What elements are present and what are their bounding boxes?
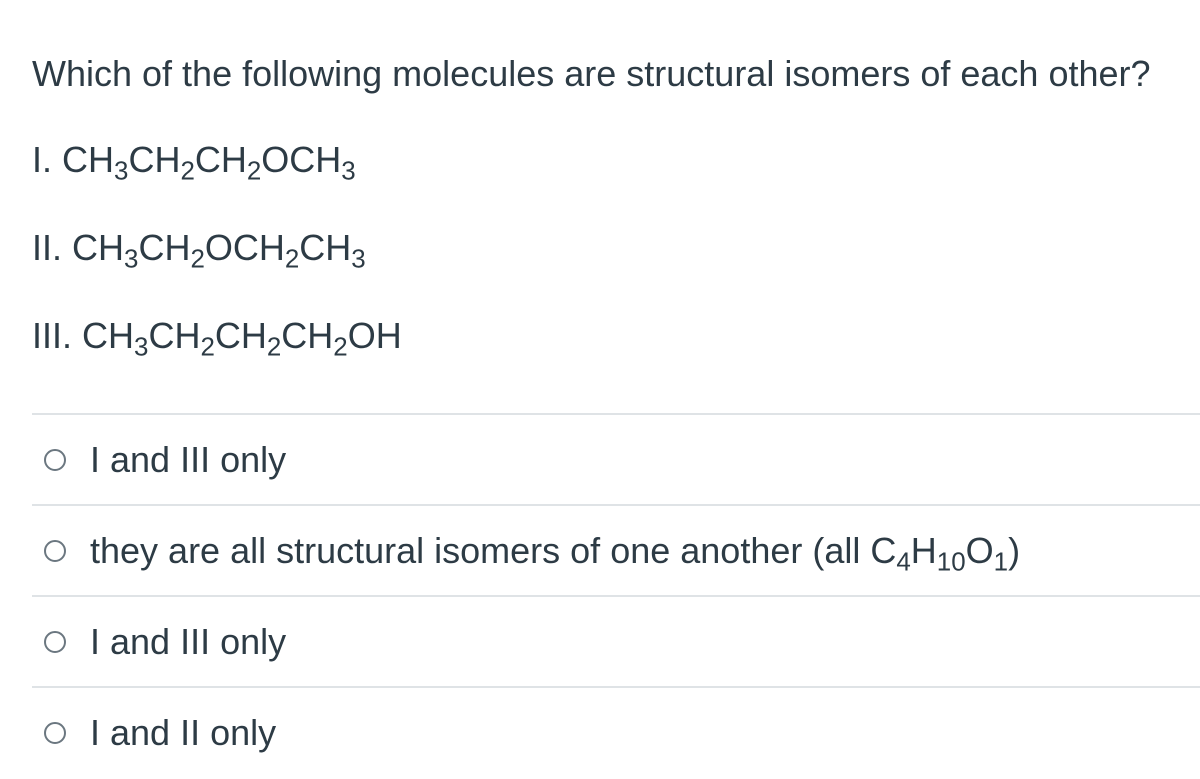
- subscript: 2: [284, 245, 300, 274]
- text-fragment: I and III only: [90, 620, 287, 662]
- subscript: 3: [124, 245, 139, 274]
- statement-formula: [72, 227, 366, 274]
- text-fragment: CH: [72, 227, 125, 268]
- answer-option-2[interactable]: [32, 504, 1200, 595]
- text-fragment: OCH: [261, 139, 342, 180]
- answer-label[interactable]: [90, 438, 286, 482]
- statement-numeral: III.: [32, 315, 73, 356]
- answer-label[interactable]: [90, 529, 1021, 576]
- statement-formula: [62, 139, 356, 186]
- statement-numeral: II.: [32, 227, 63, 268]
- text-fragment: I and II only: [90, 711, 277, 753]
- subscript: 2: [180, 157, 195, 186]
- subscript: 4: [896, 547, 911, 576]
- radio-button-icon[interactable]: [44, 722, 66, 744]
- text-fragment: CH: [299, 227, 352, 268]
- statement-1: [32, 138, 356, 186]
- text-fragment: CH: [62, 139, 115, 180]
- answer-option-1[interactable]: [32, 413, 1200, 504]
- radio-button-icon[interactable]: [44, 449, 66, 471]
- subscript: 2: [200, 333, 215, 362]
- subscript: 2: [266, 333, 282, 362]
- subscript: 3: [134, 333, 149, 362]
- subscript: 2: [333, 333, 348, 362]
- subscript: 2: [246, 157, 262, 186]
- radio-button-icon[interactable]: [44, 540, 66, 562]
- text-fragment: they are all structural isomers of one another (all C: [90, 529, 897, 571]
- text-fragment: CH: [128, 139, 181, 180]
- statement-numeral: I.: [32, 139, 53, 180]
- text-fragment: ): [1008, 529, 1021, 571]
- text-fragment: CH: [214, 315, 267, 356]
- answer-option-3[interactable]: [32, 595, 1200, 686]
- answer-label[interactable]: [90, 620, 286, 664]
- text-fragment: O: [965, 529, 994, 571]
- text-fragment: I and III only: [90, 438, 287, 480]
- subscript: 2: [190, 245, 205, 274]
- subscript: 3: [114, 157, 129, 186]
- answer-label[interactable]: [90, 711, 276, 755]
- text-fragment: CH: [148, 315, 201, 356]
- text-fragment: OH: [347, 315, 402, 356]
- question-prompt: Which of the following molecules are structural isomers of each other?: [32, 53, 1151, 94]
- answer-list: [32, 413, 1200, 777]
- statement-2: [32, 226, 366, 274]
- question-block: [32, 50, 1200, 362]
- text-fragment: CH: [194, 139, 247, 180]
- subscript: 3: [351, 245, 366, 274]
- subscript: 3: [341, 157, 356, 186]
- text-fragment: CH: [281, 315, 334, 356]
- subscript: 1: [993, 547, 1009, 576]
- answer-option-4[interactable]: [32, 686, 1200, 777]
- statement-formula: [82, 315, 402, 362]
- subscript: 10: [936, 547, 966, 576]
- text-fragment: H: [910, 529, 937, 571]
- text-fragment: CH: [138, 227, 191, 268]
- statement-3: [32, 314, 402, 362]
- radio-button-icon[interactable]: [44, 631, 66, 653]
- text-fragment: OCH: [204, 227, 285, 268]
- text-fragment: CH: [82, 315, 135, 356]
